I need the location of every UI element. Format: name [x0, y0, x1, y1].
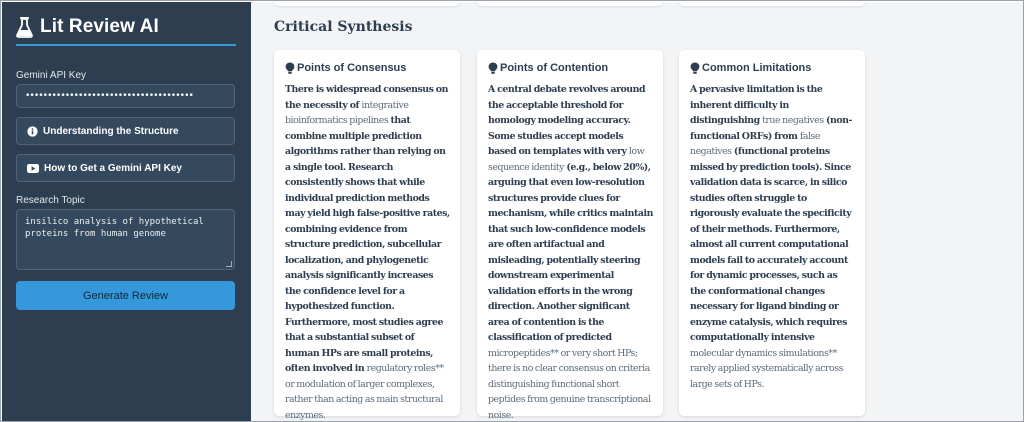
gemini-key-help-button[interactable]	[16, 154, 235, 182]
card-text-segment: There is widespread consensus on the necessity of	[285, 84, 448, 111]
previous-card	[477, 2, 663, 6]
previous-card	[274, 2, 460, 6]
api-key-label: Gemini API Key	[16, 70, 87, 81]
card-title: Points of Consensus	[297, 62, 407, 74]
card-body	[690, 82, 855, 392]
lightbulb-icon	[285, 62, 295, 74]
card-text-segment: (non-functional ORFs) from	[690, 115, 852, 142]
card-text-segment: (e.g., below 20%), arguing that even low-resolution structures provide clues for mechanism, while critics maintain that such low-confidence models are often artifactual and misleading, potentially steering downstream experimental validation efforts in the wrong direction. Another significant area of contention is the classification of predicted	[488, 161, 653, 343]
card-text-segment: integrative bioinformatics pipelines	[285, 99, 409, 126]
info-icon	[27, 126, 38, 137]
card-text-segment: false negatives	[690, 130, 821, 157]
lightbulb-icon	[488, 62, 498, 74]
api-key-input[interactable]: ••••••••••••••••••••••••••••••••••••••	[16, 84, 235, 108]
contention-card	[477, 50, 663, 421]
gemini-key-help-label: How to Get a Gemini API Key	[44, 162, 182, 174]
research-topic-label: Research Topic	[16, 195, 85, 206]
sidebar	[2, 2, 251, 422]
section-title: Critical Synthesis	[274, 19, 413, 35]
card-header	[285, 61, 450, 75]
card-text-segment: A central debate revolves around the acceptable threshold for homology modeling accuracy. Some studies accept models based on templates with very	[488, 84, 646, 157]
card-text-segment: A pervasive limitation is the inherent difficulty in distinguishing	[690, 84, 823, 126]
brand	[16, 14, 159, 40]
generate-review-button[interactable]: Generate Review	[16, 281, 235, 310]
card-text-segment: that combine multiple prediction algorithms rather than relying on a single tool. Research consistently shows that while individual prediction methods may yield high false-positive rates, combining evidence from structure prediction, subcellular localization, and phylogenetic analysis significantly increases the confidence level for a hypothesized function. Furthermore, most studies agree that a substantial subset of human HPs are small proteins, often involved in	[285, 115, 450, 374]
title-divider	[16, 44, 236, 46]
card-body	[285, 82, 450, 422]
limitations-card	[679, 50, 865, 416]
main-content	[251, 2, 1024, 422]
app-title: Lit Review AI	[40, 16, 159, 37]
card-text-segment: low sequence identity	[488, 146, 645, 173]
card-body	[488, 82, 653, 422]
understanding-structure-button[interactable]	[16, 117, 235, 145]
consensus-card	[274, 50, 460, 421]
previous-card	[679, 2, 865, 6]
card-text-segment: regulatory roles** or modulation of larger complexes, rather than acting as main structural enzymes.	[285, 363, 444, 421]
card-text-segment: molecular dynamics simulations** rarely applied systematically across large sets of HPs.	[690, 347, 843, 390]
youtube-icon	[27, 164, 39, 173]
understanding-structure-label: Understanding the Structure	[43, 125, 179, 137]
card-title: Points of Contention	[500, 62, 609, 74]
card-text-segment: true negatives	[762, 115, 824, 126]
card-header	[488, 61, 653, 75]
lightbulb-icon	[690, 62, 700, 74]
resize-handle[interactable]	[226, 261, 232, 267]
research-topic-text: insilico analysis of hypothetical proteins from human genome	[25, 217, 204, 239]
card-title: Common Limitations	[702, 62, 812, 74]
research-topic-input[interactable]	[16, 209, 235, 270]
card-text-segment: (functional proteins missed by prediction tools). Since validation data is scarce, in silico studies often struggle to rigorously evaluate the specificity of their methods. Furthermore, almost all current computational models fail to accurately account for dynamic processes, such as the conformational changes necessary for ligand binding or enzyme catalysis, which requires computationally intensive	[690, 146, 852, 343]
card-text-segment: micropeptides** or very short HPs; there is no clear consensus on criteria distinguishing functional short peptides from genuine transcriptional noise.	[488, 347, 651, 421]
card-header	[690, 61, 855, 75]
flask-icon	[16, 16, 33, 38]
